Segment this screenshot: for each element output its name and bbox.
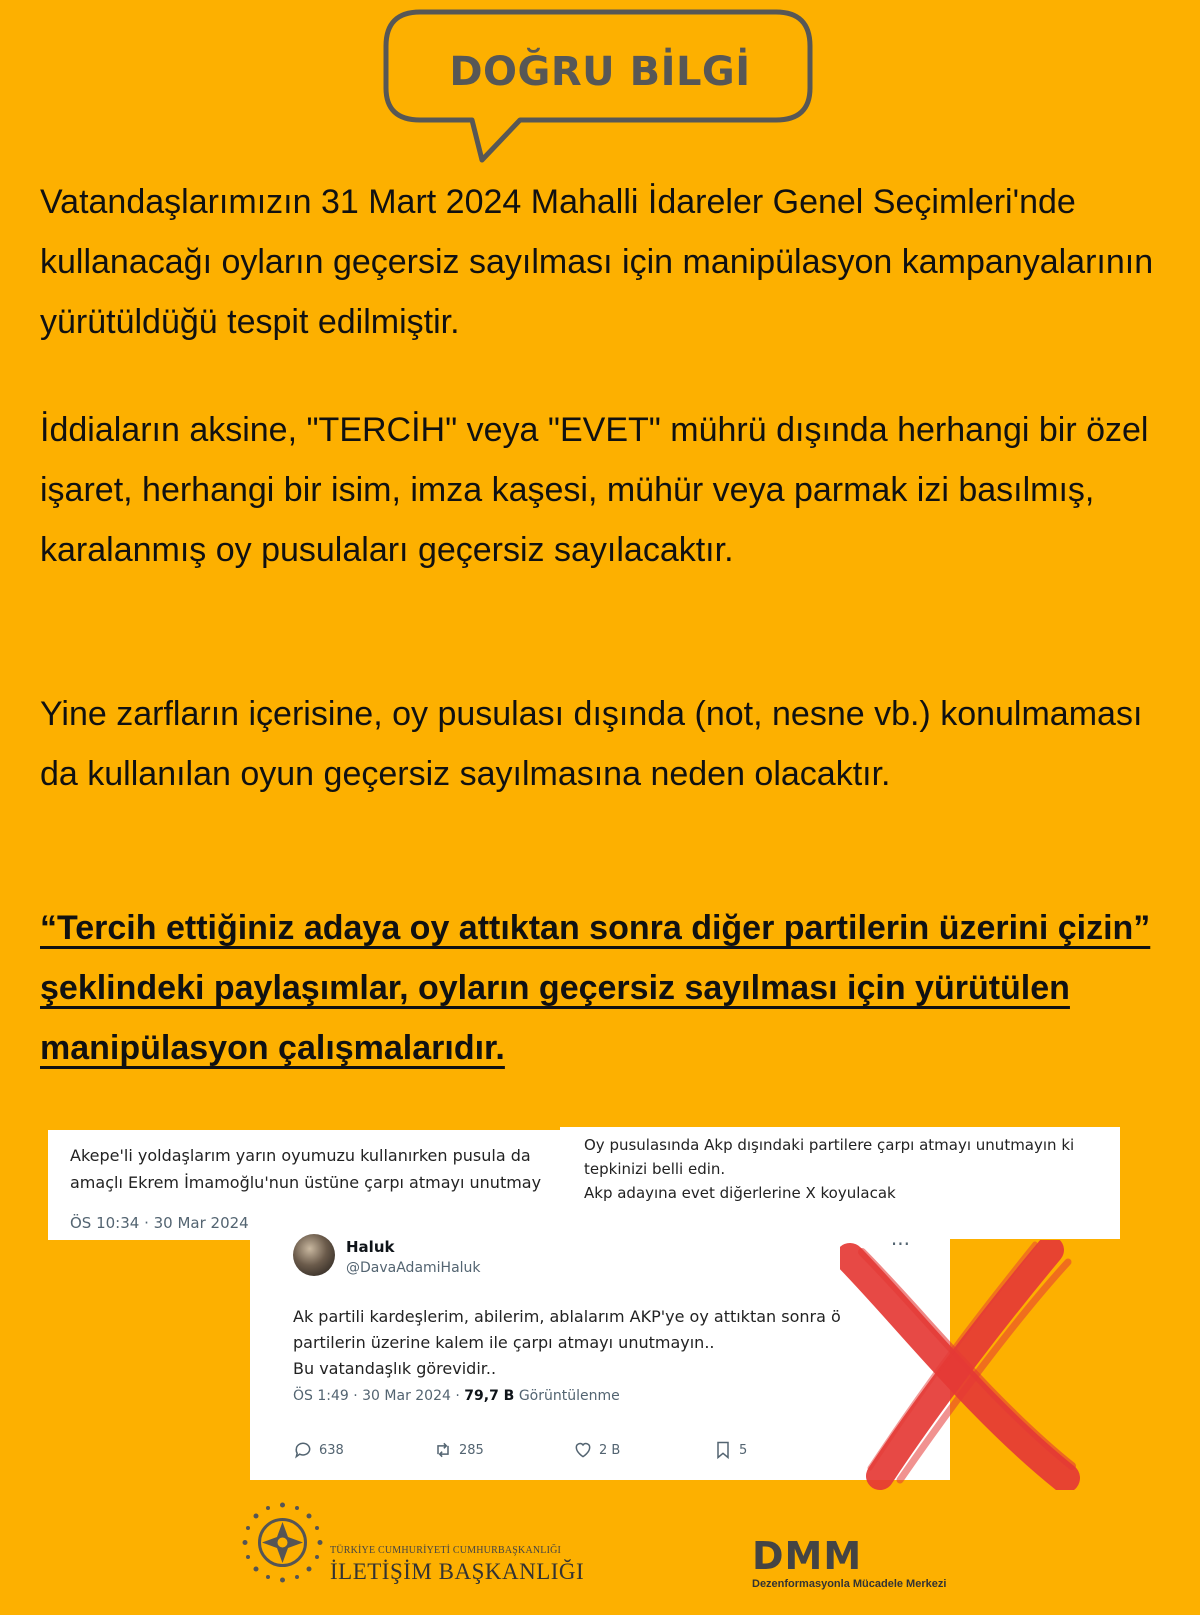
tweet-1-line-2: amaçlı Ekrem İmamoğlu'nun üstüne çarpı atmayı unutmay — [70, 1173, 542, 1192]
heart-icon — [573, 1440, 593, 1460]
avatar — [293, 1234, 335, 1276]
tweet-3-views-label: Görüntülenme — [518, 1388, 620, 1404]
bookmark-icon — [713, 1440, 733, 1460]
paragraph-warning: “Tercih ettiğiniz adaya oy attıktan sonra diğer partilerin üzerini çizin” şeklindeki paylaşımlar, oyların geçersiz sayılması için yürütülen manipülasyon çalışmalarıdır. — [40, 909, 1151, 1067]
tweet-3-meta — [293, 1388, 620, 1404]
red-cross-icon — [840, 1240, 1080, 1490]
badge-title: DOĞRU BİLGİ — [449, 49, 751, 95]
reply-icon — [293, 1440, 313, 1460]
tweet-3-username: Haluk — [346, 1238, 395, 1256]
tweet-3-line-3: Bu vatandaşlık görevidir.. — [293, 1359, 497, 1378]
tweet-3-text — [293, 1304, 913, 1382]
paragraph-intro: Vatandaşlarımızın 31 Mart 2024 Mahalli İdareler Genel Seçimleri'nde kullanacağı oyların geçersiz sayılması için manipülasyon kampanyalarının yürütüldüğü tespit edilmiştir. — [40, 183, 1154, 341]
bookmark-count: 5 — [713, 1440, 747, 1460]
more-options-icon: ··· — [890, 1232, 910, 1256]
tweet-3-actions — [293, 1440, 893, 1464]
paragraph-envelopes: Yine zarfların içerisine, oy pusulası dışında (not, nesne vb.) konulmaması da kullanılan oyun geçersiz sayılmasına neden olacaktır. — [40, 695, 1143, 793]
org-name-big: İLETİŞİM BAŞKANLIĞI — [330, 1559, 585, 1584]
dmm-subtitle: Dezenformasyonla Mücadele Merkezi — [752, 1578, 947, 1590]
tweet-1-date: ÖS 10:34 · 30 Mar 2024 — [70, 1214, 249, 1232]
retweet-icon — [433, 1440, 453, 1460]
tweet-2-line-3: Akp adayına evet diğerlerine X koyulacak — [584, 1184, 896, 1202]
tweet-2-line-1: Oy pusulasında Akp dışındaki partilere çarpı atmayı unutmayın ki — [584, 1136, 1075, 1154]
reply-count: 638 — [293, 1440, 344, 1460]
dmm-logo: DMM — [752, 1534, 863, 1578]
iletisim-emblem-icon — [240, 1500, 325, 1585]
tweet-3-line-1: Ak partili kardeşlerim, abilerim, ablalarım AKP'ye oy attıktan sonra ö — [293, 1307, 841, 1326]
tweet-3-views: 79,7 B — [464, 1388, 515, 1404]
tweet-3-line-2: partilerin üzerine kalem ile çarpı atmayı unutmayın.. — [293, 1333, 715, 1352]
tweet-1-text — [70, 1142, 541, 1196]
retweet-count: 285 — [433, 1440, 484, 1460]
tweet-3-handle: @DavaAdamiHaluk — [346, 1260, 481, 1276]
tweet-1-line-1: Akepe'li yoldaşlarım yarın oyumuzu kullanırken pusula da — [70, 1146, 531, 1165]
tweet-3-time: ÖS 1:49 · 30 Mar 2024 · — [293, 1388, 460, 1404]
org-name-small: TÜRKİYE CUMHURİYETİ CUMHURBAŞKANLIĞI — [330, 1545, 562, 1556]
tweet-2-text — [584, 1133, 1074, 1205]
tweet-2-line-2: tepkinizi belli edin. — [584, 1160, 726, 1178]
like-count: 2 B — [573, 1440, 620, 1460]
paragraph-invalid-marks: İddiaların aksine, "TERCİH" veya "EVET" mührü dışında herhangi bir özel işaret, herhangi bir isim, imza kaşesi, mühür veya parmak izi basılmış, karalanmış oy pusulaları geçersiz sayılacaktır. — [40, 411, 1149, 569]
